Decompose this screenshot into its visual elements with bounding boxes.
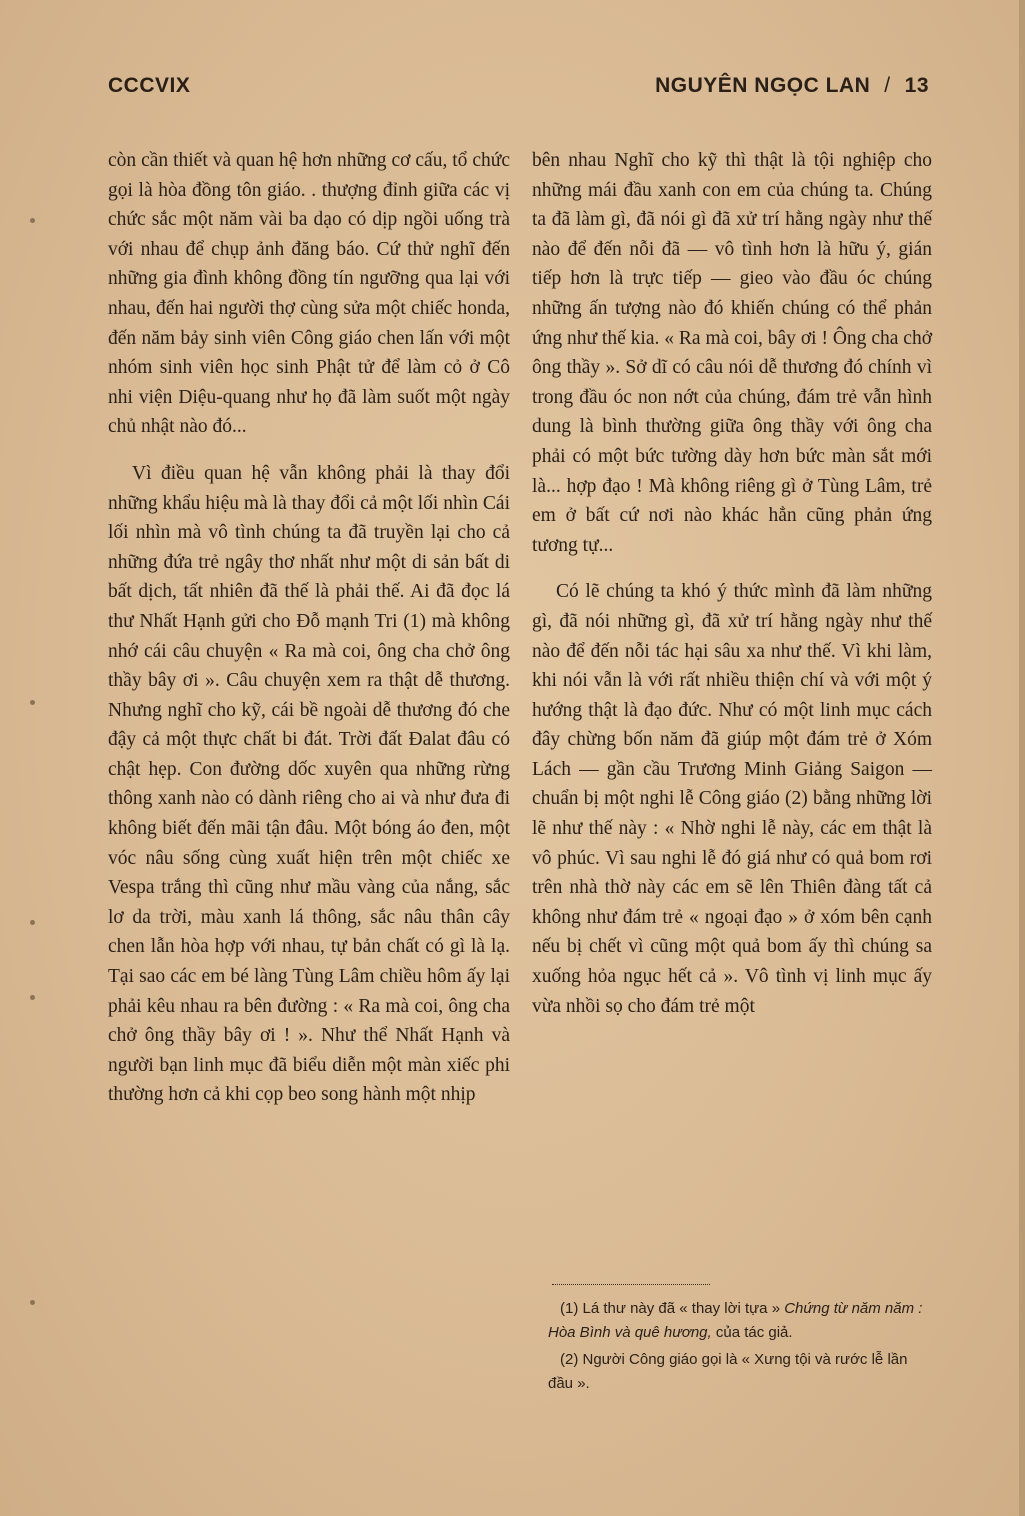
footnote-1-book-title: Chứng từ năm năm : Hòa Bình và quê hương, xyxy=(548,1300,923,1341)
margin-dot xyxy=(30,995,35,1000)
margin-dot xyxy=(30,700,35,705)
right-paragraph-1: bên nhau Nghĩ cho kỹ thì thật là tội nghiệp cho những mái đầu xanh con em của chúng ta. Chúng ta đã làm gì, đã nói gì đã xử trí hằng ngày như thế nào để đến nỗi đã — vô tình hơn là hữu ý, gián tiếp hơn là trực tiếp — gieo vào đầu óc chúng những ấn tượng nào đó khiến chúng có thể phản ứng như thế kia. « Ra mà coi, bây ơi ! Ông cha chở ông thầy ». Sở dĩ có câu nói dễ thương đó chính vì trong đầu óc non nớt của chúng, đám trẻ vẫn hình dung là bình thường giữa ông thầy với ông cha phải có một bức tường dày hơn bức màn sắt mới là... hợp đạo ! Mà không riêng gì ở Tùng Lâm, trẻ em ở bất cứ nơi nào khác hẳn cũng phản ứng tương tự... xyxy=(532,150,932,556)
running-header xyxy=(108,74,929,110)
margin-dot xyxy=(30,1300,35,1305)
left-column xyxy=(108,146,510,1110)
header-author: NGUYÊN NGỌC LAN xyxy=(655,74,871,97)
footnotes xyxy=(548,1297,934,1399)
footnote-divider xyxy=(552,1284,710,1285)
footnote-2: (2) Người Công giáo gọi là « Xưng tội và rước lễ lần đầu ». xyxy=(548,1351,908,1392)
footnote-1-suffix: của tác giả. xyxy=(711,1324,793,1341)
page-edge-shadow xyxy=(1019,0,1025,1516)
margin-dot xyxy=(30,218,35,223)
footnote-1-prefix: (1) Lá thư này đã « thay lời tựa » xyxy=(560,1300,785,1317)
right-paragraph-2: Có lẽ chúng ta khó ý thức mình đã làm những gì, đã nói những gì, đã xử trí hằng ngày như thế nào để đến nỗi tác hại sâu xa như thế. Vì khi làm, khi nói vẫn là với rất nhiều thiện chí và với một ý hướng thật là đạo đức. Như có một linh mục cách đây chừng bốn năm đã giúp một đám trẻ ở Xóm Lách — gần cầu Trương Minh Giảng Saigon — chuẩn bị một nghi lễ Công giáo (2) bằng những lời lẽ như thế này : « Nhờ nghi lễ này, các em thật là vô phúc. Vì sau nghi lễ đó giá như có quả bom rơi trên nhà thờ này các em sẽ lên Thiên đàng tất cả không như đám trẻ « ngoại đạo » ở xóm bên cạnh nếu bị chết vì cũng một quả bom ấy thì chúng sa xuống hỏa ngục hết cả ». Vô tình vị linh mục ấy vừa nhồi sọ cho đám trẻ một xyxy=(532,581,932,1017)
margin-dot xyxy=(30,920,35,925)
right-column xyxy=(532,146,932,1021)
header-roman-numeral: CCCVIX xyxy=(108,74,191,97)
left-paragraph-1: còn cần thiết và quan hệ hơn những cơ cấu, tổ chức gọi là hòa đồng tôn giáo. . thượng đỉnh giữa các vị chức sắc một năm vài ba dạo có dịp ngồi uống trà với nhau để chụp ảnh đăng báo. Cứ thử nghĩ đến những gia đình không đồng tín ngưỡng qua lại với nhau, đến hai người thợ cùng sửa một chiếc honda, đến năm bảy sinh viên Công giáo chen lấn với một nhóm sinh viên học sinh Phật tử để làm cỏ ở Cô nhi viện Diệu-quang như họ đã làm suốt một ngày chủ nhật nào đó... xyxy=(108,150,510,438)
page-number: 13 xyxy=(904,74,929,97)
left-paragraph-2: Vì điều quan hệ vẫn không phải là thay đổi những khẩu hiệu mà là thay đổi cả một lối nhìn Cái lối nhìn mà vô tình chúng ta đã truyền lại cho cả những đứa trẻ ngây thơ nhất như một di sản bất di bất dịch, tất nhiên đã thế là phải thế. Ai đã đọc lá thư Nhất Hạnh gửi cho Đỗ mạnh Tri (1) mà không nhớ cái câu chuyện « Ra mà coi, ông cha chở ông thầy bây ơi ». Câu chuyện xem ra thật dễ thương. Nhưng nghĩ cho kỹ, cái bề ngoài dễ thương đó che đậy cả một thực chất bi đát. Trời đất Đalat đâu có chật hẹp. Con đường dốc xuyên qua những rừng thông xanh nào có dành riêng cho ai và như đưa đi không biết đến mãi tận đâu. Một bóng áo đen, một vóc nâu sống cùng xuất hiện trên một chiếc xe Vespa trắng thì cũng như mầu vàng của nắng, sắc lơ da trời, màu xanh lá thông, sắc nâu thân cây chen lẫn hòa hợp với nhau, tự bản chất có gì là lạ. Tại sao các em bé làng Tùng Lâm chiều hôm ấy lại phải kêu nhau ra bên đường : « Ra mà coi, ông cha chở ông thầy bây ơi ! ». Như thể Nhất Hạnh và người bạn linh mục đã biểu diễn một màn xiếc phi thường hơn cả khi cọp beo song hành một nhịp xyxy=(108,462,510,1106)
header-author-page xyxy=(655,74,929,98)
footnote-1 xyxy=(548,1297,934,1345)
header-separator: / xyxy=(884,74,891,97)
